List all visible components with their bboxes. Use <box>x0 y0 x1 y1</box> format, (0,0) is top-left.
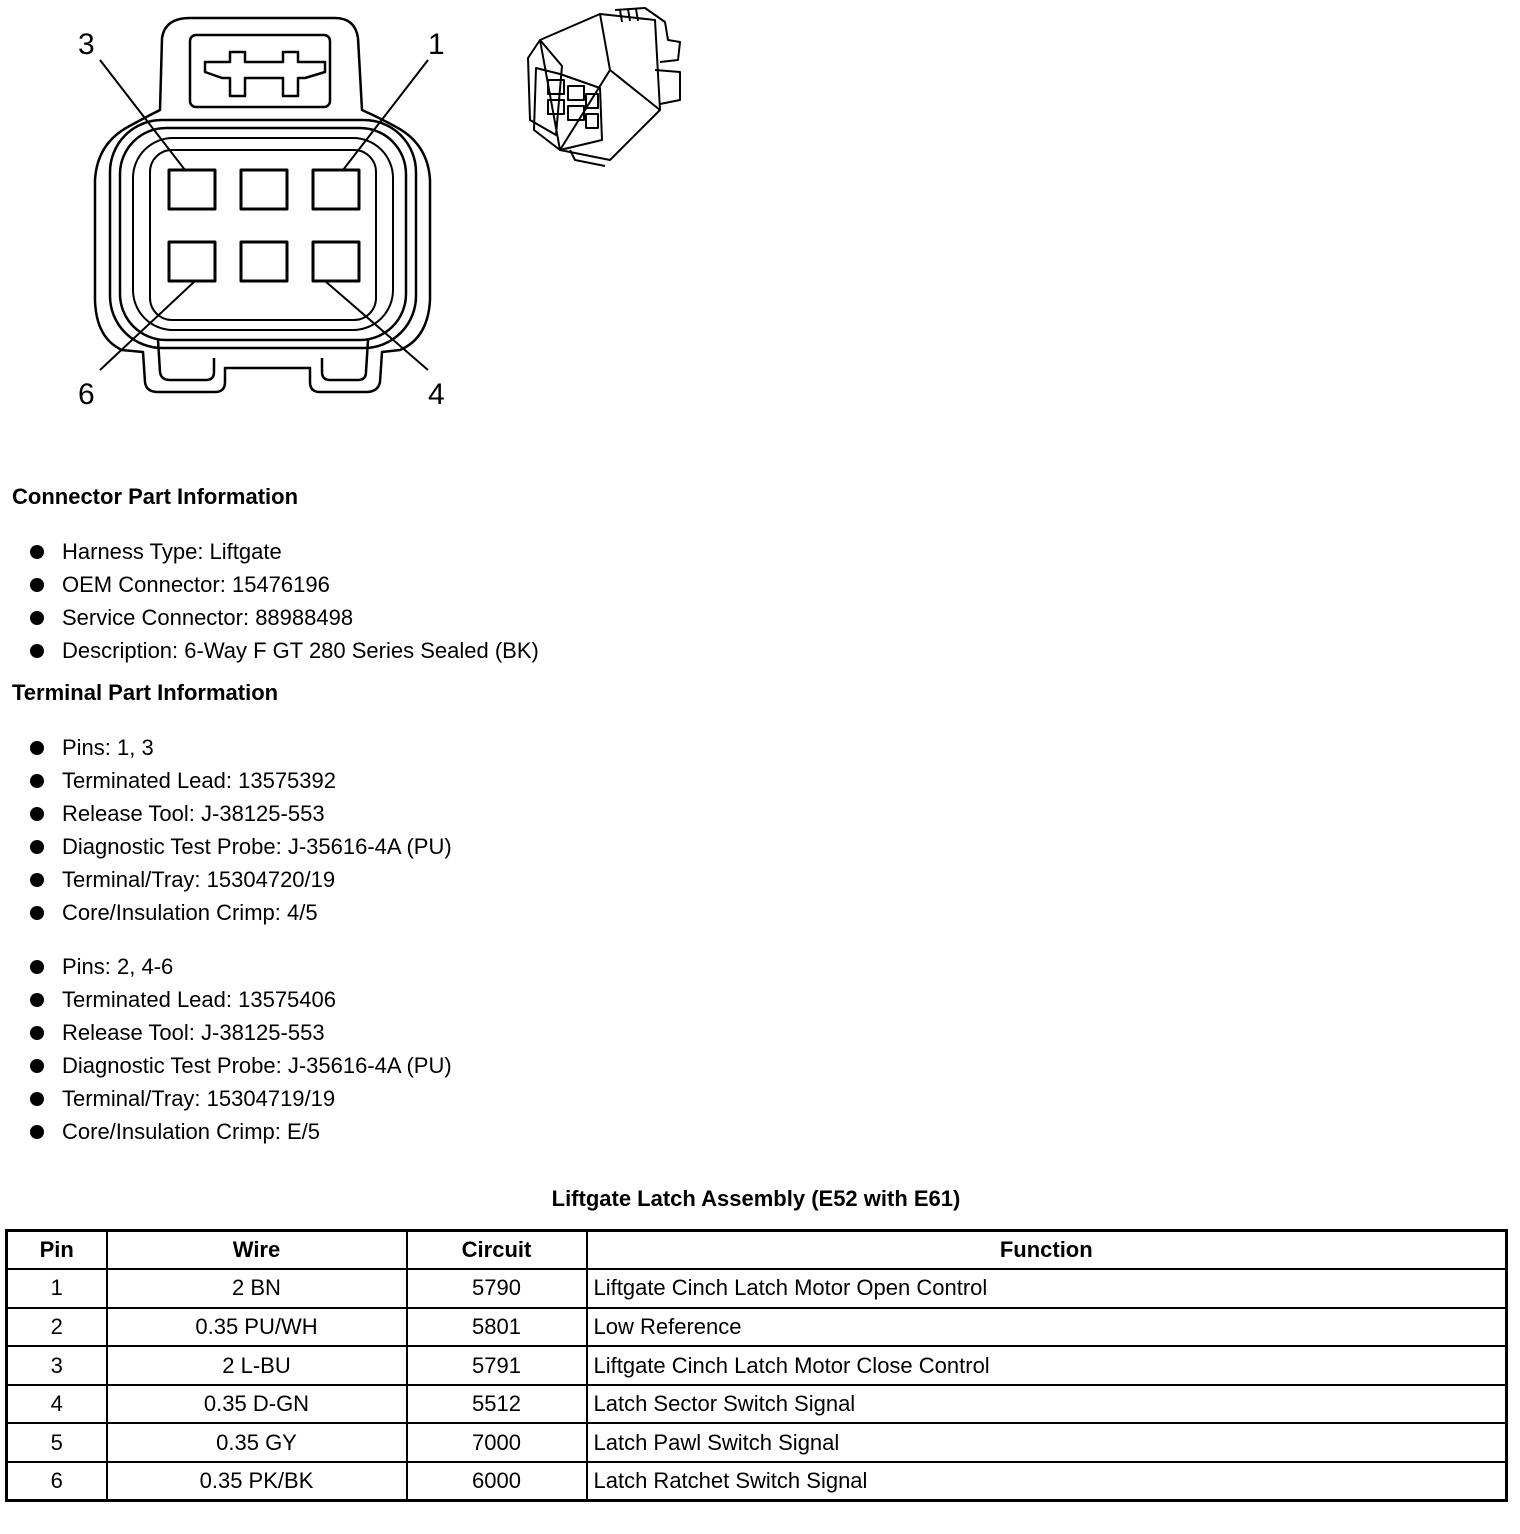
pin-table-title: Liftgate Latch Assembly (E52 with E61) <box>551 1186 961 1211</box>
terminal-info-group-2 <box>30 950 452 1148</box>
table-header-row <box>7 1231 1507 1270</box>
pin-cavity-6 <box>169 242 215 281</box>
cell-function: Low Reference <box>587 1308 1507 1347</box>
connector-diagram <box>0 0 720 420</box>
cell-wire: 0.35 D-GN <box>107 1385 407 1424</box>
cell-circuit: 5791 <box>407 1346 587 1385</box>
cell-pin: 2 <box>7 1308 107 1347</box>
cell-wire: 0.35 PU/WH <box>107 1308 407 1347</box>
list-item: Core/Insulation Crimp: E/5 <box>30 1115 452 1148</box>
cell-wire: 2 L-BU <box>107 1346 407 1385</box>
cell-circuit: 5512 <box>407 1385 587 1424</box>
cell-wire: 0.35 GY <box>107 1423 407 1462</box>
bottom-leg-right <box>322 340 368 380</box>
cell-function: Latch Ratchet Switch Signal <box>587 1462 1507 1501</box>
list-item: Diagnostic Test Probe: J-35616-4A (PU) <box>30 1049 452 1082</box>
pin-cavity-5 <box>241 242 287 281</box>
table-row <box>7 1385 1507 1424</box>
pin-label-4: 4 <box>428 378 445 411</box>
cell-wire: 2 BN <box>107 1269 407 1308</box>
pin-table <box>5 1229 1508 1502</box>
leader-line-pin-6 <box>100 281 195 370</box>
column-header-circuit: Circuit <box>407 1231 587 1270</box>
list-item: Pins: 1, 3 <box>30 731 452 764</box>
pin-cavity-1 <box>313 170 359 209</box>
latch-recess <box>190 35 330 107</box>
cell-pin: 5 <box>7 1423 107 1462</box>
list-item: Terminated Lead: 13575406 <box>30 983 452 1016</box>
list-item: Diagnostic Test Probe: J-35616-4A (PU) <box>30 830 452 863</box>
cell-pin: 4 <box>7 1385 107 1424</box>
column-header-wire: Wire <box>107 1231 407 1270</box>
list-item: Pins: 2, 4-6 <box>30 950 452 983</box>
column-header-pin: Pin <box>7 1231 107 1270</box>
cell-pin: 6 <box>7 1462 107 1501</box>
bottom-leg-left <box>158 340 214 380</box>
list-item: Core/Insulation Crimp: 4/5 <box>30 896 452 929</box>
seal-ring-middle <box>120 128 406 340</box>
list-item: Terminal/Tray: 15304719/19 <box>30 1082 452 1115</box>
pin-cavity-3 <box>169 170 215 209</box>
list-item: Harness Type: Liftgate <box>30 535 539 568</box>
list-item: Terminated Lead: 13575392 <box>30 764 452 797</box>
terminal-info-heading: Terminal Part Information <box>12 680 279 705</box>
list-item: Description: 6-Way F GT 280 Series Sealed (BK) <box>30 634 539 667</box>
connector-isometric-illustration <box>528 8 680 166</box>
list-item: OEM Connector: 15476196 <box>30 568 539 601</box>
table-row <box>7 1346 1507 1385</box>
list-item: Release Tool: J-38125-553 <box>30 797 452 830</box>
terminal-info-group-1 <box>30 731 452 929</box>
table-row <box>7 1308 1507 1347</box>
cell-circuit: 6000 <box>407 1462 587 1501</box>
table-row <box>7 1423 1507 1462</box>
cell-circuit: 5790 <box>407 1269 587 1308</box>
latch-tab <box>205 52 325 96</box>
pin-label-6: 6 <box>78 378 95 411</box>
cell-function: Liftgate Cinch Latch Motor Close Control <box>587 1346 1507 1385</box>
connector-info-list <box>30 535 539 667</box>
cell-pin: 3 <box>7 1346 107 1385</box>
list-item: Terminal/Tray: 15304720/19 <box>30 863 452 896</box>
pin-cavity-2 <box>241 170 287 209</box>
cell-function: Latch Pawl Switch Signal <box>587 1423 1507 1462</box>
cell-wire: 0.35 PK/BK <box>107 1462 407 1501</box>
column-header-function: Function <box>587 1231 1507 1270</box>
list-item: Release Tool: J-38125-553 <box>30 1016 452 1049</box>
table-row <box>7 1462 1507 1501</box>
pin-cavity-4 <box>313 242 359 281</box>
cell-function: Liftgate Cinch Latch Motor Open Control <box>587 1269 1507 1308</box>
cell-circuit: 7000 <box>407 1423 587 1462</box>
cell-circuit: 5801 <box>407 1308 587 1347</box>
cell-function: Latch Sector Switch Signal <box>587 1385 1507 1424</box>
connector-info-heading: Connector Part Information <box>12 484 299 509</box>
pin-label-3: 3 <box>78 28 95 61</box>
cell-pin: 1 <box>7 1269 107 1308</box>
pin-label-1: 1 <box>428 28 445 61</box>
table-row <box>7 1269 1507 1308</box>
list-item: Service Connector: 88988498 <box>30 601 539 634</box>
